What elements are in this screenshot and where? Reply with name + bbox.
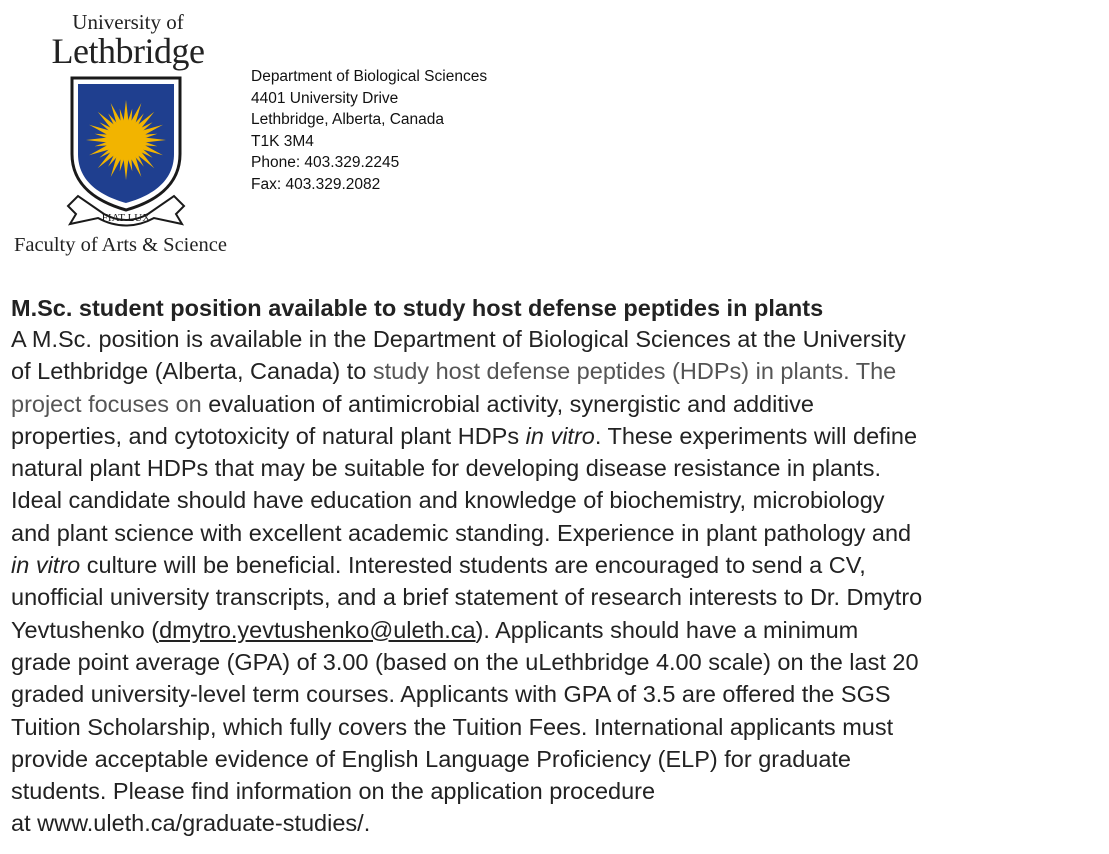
- body-line: graded university-level term courses. Applicants with GPA of 3.5 are offered the SGS: [11, 681, 891, 708]
- body-line: A M.Sc. position is available in the Department of Biological Sciences at the University: [11, 326, 906, 352]
- body-line: natural plant HDPs that may be suitable for developing disease resistance in plants.: [11, 455, 881, 482]
- body-line: Yevtushenko (dmytro.yevtushenko@uleth.ca). Applicants should have a minimum: [11, 616, 859, 643]
- address-line: T1K 3M4: [251, 132, 314, 150]
- body-line: properties, and cytotoxicity of natural plant HDPs in vitro. These experiments will define: [11, 422, 918, 449]
- address-line: Lethbridge, Alberta, Canada: [251, 111, 445, 129]
- body-line: unofficial university transcripts, and a brief statement of research interests to Dr. Dmytro: [11, 584, 923, 611]
- department-address: [251, 66, 487, 196]
- body-line: students. Please find information on the application procedure: [11, 778, 656, 805]
- logo-university-name: Lethbridge: [51, 31, 205, 71]
- body-line: in vitro culture will be beneficial. Interested students are encouraged to send a CV,: [11, 552, 866, 579]
- body-line: project focuses on evaluation of antimicrobial activity, synergistic and additive: [11, 390, 814, 417]
- crest-motto: FIAT LUX: [101, 212, 151, 224]
- position-posting: [11, 293, 1103, 840]
- university-logo: [10, 6, 246, 264]
- address-line: Department of Biological Sciences: [251, 68, 488, 85]
- logo-university-of: University of: [72, 10, 184, 34]
- body-line: grade point average (GPA) of 3.00 (based on the uLethbridge 4.00 scale) on the last 20: [11, 648, 919, 675]
- crest-sun-icon: [64, 74, 188, 236]
- faculty-name: Faculty of Arts & Science: [14, 234, 227, 256]
- address-line: 4401 University Drive: [251, 89, 399, 107]
- body-line: Tuition Scholarship, which fully covers the Tuition Fees. International applicants must: [11, 713, 894, 740]
- fax-number: Fax: 403.329.2082: [251, 175, 381, 193]
- posting-body: [11, 323, 1103, 840]
- body-line: Ideal candidate should have education and knowledge of biochemistry, microbiology: [11, 487, 885, 514]
- body-line: provide acceptable evidence of English Language Proficiency (ELP) for graduate: [11, 745, 851, 772]
- body-line: of Lethbridge (Alberta, Canada) to study host defense peptides (HDPs) in plants. The: [11, 358, 897, 385]
- graduate-studies-link[interactable]: at www.uleth.ca/graduate-studies/.: [11, 810, 371, 837]
- phone-number: Phone: 403.329.2245: [251, 154, 400, 172]
- body-line: and plant science with excellent academic standing. Experience in plant pathology and: [11, 519, 912, 546]
- posting-title: M.Sc. student position available to study host defense peptides in plants: [11, 295, 824, 321]
- email-link[interactable]: dmytro.yevtushenko@uleth.ca: [159, 616, 476, 643]
